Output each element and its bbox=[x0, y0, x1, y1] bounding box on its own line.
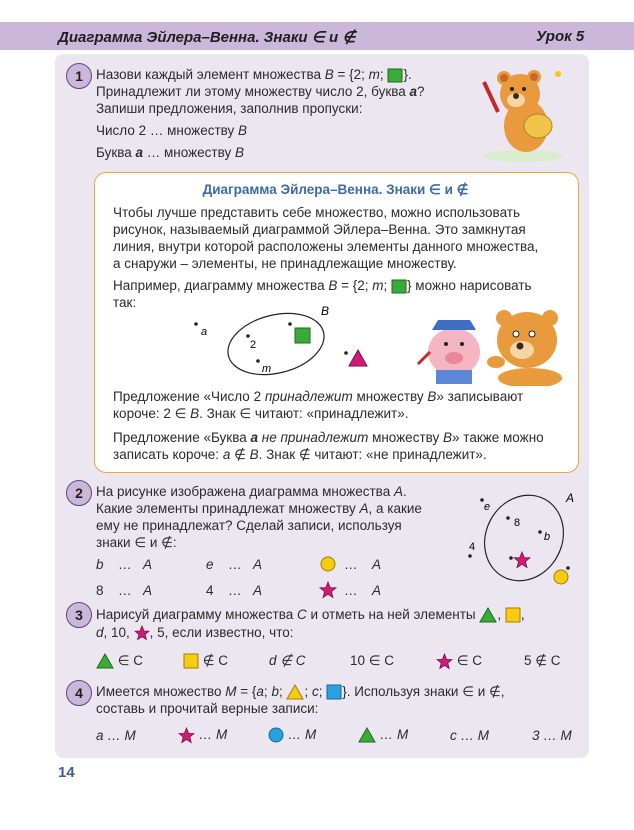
element-a-label: a bbox=[201, 326, 208, 338]
green-square-icon bbox=[387, 68, 403, 83]
info-p1-line4: а снаружи – элементы, не принадлежащие множеству. bbox=[113, 256, 457, 271]
page-title: Диаграмма Эйлера–Венна. Знаки ∈ и ∉ bbox=[58, 29, 356, 46]
diagram-element-b: b bbox=[544, 531, 551, 543]
item-3: 3 … M bbox=[532, 728, 572, 743]
task2-line4: знаки ∈ и ∉: bbox=[96, 535, 177, 550]
blue-circle-icon bbox=[268, 727, 284, 743]
yellow-circle-icon bbox=[554, 570, 568, 584]
answer-b: b bbox=[96, 557, 104, 572]
yellow-square-icon bbox=[183, 653, 199, 669]
answer-4-gap: … bbox=[228, 583, 242, 598]
magenta-star-icon bbox=[134, 625, 150, 641]
task2-line2: Какие элементы принадлежат множеству A, а какие bbox=[96, 501, 422, 516]
task4-line1: Имеется множество M = {a; b; ; c; }. Используя знаки ∈ и ∉, bbox=[96, 684, 505, 699]
task-number-badge: 2 bbox=[66, 480, 92, 506]
answer-b-gap: … bbox=[118, 557, 132, 572]
task1-sentence1: Число 2 … множеству B bbox=[96, 123, 248, 138]
set-b-label: B bbox=[321, 304, 330, 318]
answer-8-set: A bbox=[143, 583, 153, 598]
info-p4-line1: Предложение «Буква a не принадлежит множеству B» также можно bbox=[113, 430, 544, 445]
task1-line1: Назови каждый элемент множества B = {2; m; }. bbox=[96, 67, 412, 82]
answer-circle-set: A bbox=[372, 557, 382, 572]
green-square-icon bbox=[391, 279, 407, 294]
answer-star-set: A bbox=[372, 583, 382, 598]
task2-line3: ему не принадлежат? Сделай записи, используя bbox=[96, 518, 402, 533]
task-number-badge: 4 bbox=[66, 680, 92, 706]
task-number-badge: 1 bbox=[66, 63, 92, 89]
task1-line3: Запиши предложения, заполнив пропуски: bbox=[96, 101, 363, 116]
answer-4: 4 bbox=[206, 583, 214, 598]
lesson-label: Урок 5 bbox=[536, 28, 585, 45]
info-p3-line1: Предложение «Число 2 принадлежит множеству B» записывают bbox=[113, 389, 524, 404]
answer-e: e bbox=[206, 557, 214, 572]
condition-5: 5 ∉ C bbox=[524, 653, 561, 668]
magenta-star-icon bbox=[319, 581, 337, 599]
magenta-star-icon bbox=[514, 552, 530, 568]
answer-e-gap: … bbox=[228, 557, 242, 572]
green-triangle-icon bbox=[96, 653, 114, 669]
item-circle: … M bbox=[268, 727, 316, 744]
magenta-star-icon bbox=[178, 727, 195, 744]
item-a: a … M bbox=[96, 728, 136, 743]
answer-8: 8 bbox=[96, 583, 104, 598]
magenta-triangle-icon bbox=[349, 350, 367, 366]
task-number-badge: 3 bbox=[66, 602, 92, 628]
element-m-label: m bbox=[262, 363, 272, 375]
item-triangle: … M bbox=[358, 727, 408, 744]
yellow-square-icon bbox=[505, 607, 521, 623]
element-a-dot bbox=[194, 322, 198, 326]
answer-star-gap: … bbox=[344, 583, 358, 598]
task3-line1: Нарисуй диаграмму множества C и отметь на ней элементы , , bbox=[96, 607, 525, 622]
diagram-element-4: 4 bbox=[469, 541, 476, 553]
yellow-circle-icon bbox=[320, 556, 336, 572]
info-p4-line2: записать короче: a ∉ B. Знак ∉ читают: «не принадлежит». bbox=[113, 447, 487, 462]
condition-star: ∈ C bbox=[436, 653, 482, 670]
condition-d: d ∉ C bbox=[269, 653, 306, 668]
page-number: 14 bbox=[58, 764, 75, 781]
condition-triangle: ∈ C bbox=[96, 653, 143, 670]
condition-10: 10 ∈ C bbox=[350, 653, 395, 668]
yellow-triangle-icon bbox=[286, 684, 304, 700]
answer-circle-gap: … bbox=[344, 557, 358, 572]
info-p2-line2: так: bbox=[113, 295, 137, 310]
answer-8-gap: … bbox=[118, 583, 132, 598]
green-triangle-icon bbox=[479, 607, 497, 623]
euler-diagram-a bbox=[462, 488, 584, 588]
task1-sentence2: Буква a … множеству B bbox=[96, 145, 244, 160]
magenta-star-icon bbox=[436, 653, 453, 670]
green-square-icon bbox=[295, 328, 310, 343]
bear-illustration bbox=[468, 64, 578, 164]
info-p3-line2: короче: 2 ∈ B. Знак ∈ читают: «принадлежит». bbox=[113, 406, 409, 421]
answer-b-set: A bbox=[143, 557, 153, 572]
answer-e-set: A bbox=[253, 557, 263, 572]
pig-and-bear-illustration bbox=[412, 300, 570, 386]
blue-square-icon bbox=[326, 684, 342, 700]
diagram-element-e: e bbox=[484, 501, 491, 513]
task2-line1: На рисунке изображена диаграмма множества A. bbox=[96, 484, 407, 499]
element-2-label: 2 bbox=[250, 339, 257, 351]
info-p1-line2: рисунок, называемый диаграммой Эйлера–Венна. Это замкнутая bbox=[113, 222, 526, 237]
item-c: c … M bbox=[450, 728, 489, 743]
info-p1-line1: Чтобы лучше представить себе множество, можно использовать bbox=[113, 205, 520, 220]
answer-4-set: A bbox=[253, 583, 263, 598]
info-title: Диаграмма Эйлера–Венна. Знаки ∈ и ∉ bbox=[202, 182, 469, 197]
diagram-element-8: 8 bbox=[514, 517, 521, 529]
task1-line2: Принадлежит ли этому множеству число 2, буква a? bbox=[96, 84, 425, 99]
euler-diagram-b bbox=[190, 300, 390, 380]
condition-square: ∉ C bbox=[183, 653, 228, 670]
green-triangle-icon bbox=[358, 727, 376, 743]
task4-line2: составь и прочитай верные записи: bbox=[96, 701, 319, 716]
task3-line2: d, 10, , 5, если известно, что: bbox=[96, 625, 294, 640]
info-p2-line1: Например, диаграмму множества B = {2; m; } можно нарисовать bbox=[113, 278, 532, 293]
set-a-label: A bbox=[566, 491, 575, 505]
info-p1-line3: линия, внутри которой расположены элементы данного множества, bbox=[113, 239, 539, 254]
item-star: … M bbox=[178, 727, 227, 744]
